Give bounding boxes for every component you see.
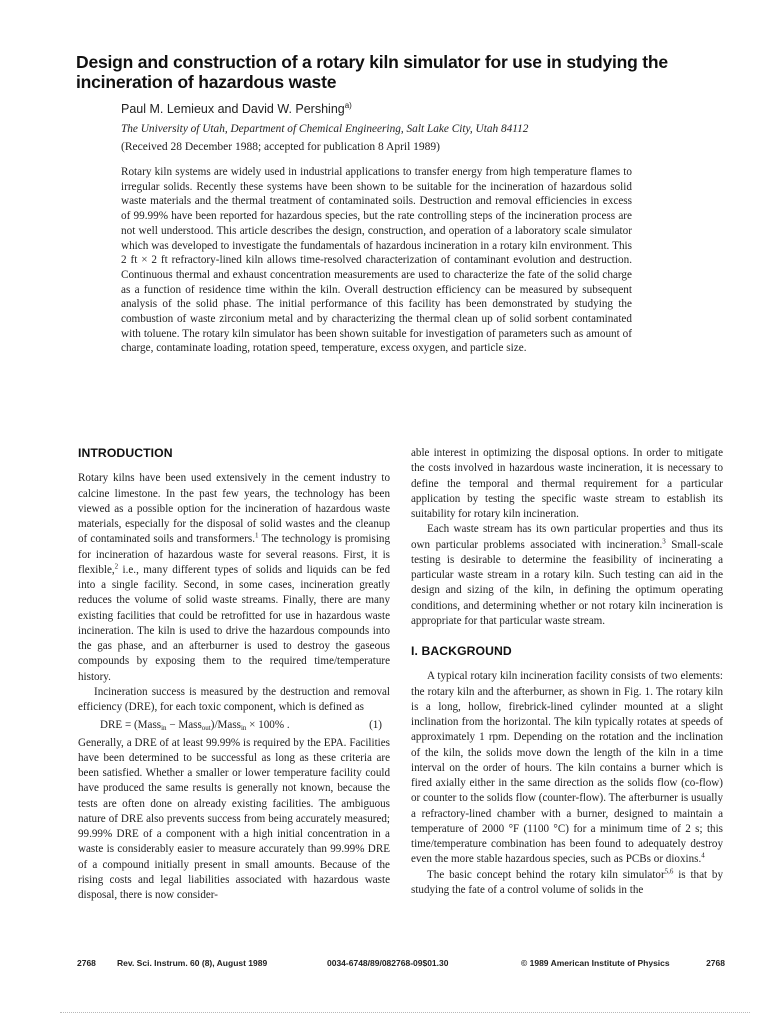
left-column <box>78 446 390 903</box>
affiliation: The University of Utah, Department of Chemical Engineering, Salt Lake City, Utah 84112 <box>121 123 529 135</box>
reference-5-6: 5,6 <box>664 866 674 875</box>
section-heading-introduction: INTRODUCTION <box>78 446 173 460</box>
article-title: Design and construction of a rotary kiln simulator for use in studying the incineration of hazardous waste <box>76 52 668 92</box>
page-number-right: 2768 <box>706 958 725 968</box>
reference-3: 3 <box>662 536 666 545</box>
reference-1: 1 <box>254 531 259 540</box>
right-column <box>411 446 723 898</box>
copyright-notice: © 1989 American Institute of Physics <box>521 958 670 968</box>
page-footer <box>77 958 725 974</box>
author-line <box>121 102 352 116</box>
equation-dre <box>78 718 390 733</box>
intro-paragraph-3: Generally, a DRE of at least 99.99% is required by the EPA. Facilities have been determined to be successful as long as these criteria are been satisfied. Whether a smaller or lower temperature facility could have produced the same results is generally not known, because the tests are often done on already existing facilities. The ambiguous nature of DRE also prevents success from being accurately measured; 99.99% DRE of a component with a high initial concentration in a waste is considerably easier to measure accurately than 99.99% DRE of a compound initially present in small amounts. Because of the rising costs and legal liabilities associated with hazardous waste disposal, there is now consider- <box>78 736 390 901</box>
reference-2: 2 <box>114 562 119 571</box>
bottom-divider <box>60 1012 750 1013</box>
page-number-left: 2768 <box>77 958 96 968</box>
background-paragraph-1: A typical rotary kiln incineration facility consists of two elements: the rotary kiln and the afterburner, as shown in Fig. 1. The rotary kiln is a long, hollow, firebrick-lined cylinder mounted at a slight inclination from the horizontal. The kiln typically rotates at speeds of approximately 1 rpm. Depending on the rotation and the inclination of the kiln, the solids move down the length of the kiln in a time interval on the order of hours. The kiln contains a burner which is fired axially either in the same direction as the solids flow (co-flow) or counter to the solids flow (counter-flow). The afterburner is usually a refractory-lined chamber with a burner, designed to maintain a temperature of 2000 °F (1100 °C) for a minimum time of 2 s; this time/temperature combination has been found to adequately destroy even the more stable hazardous species, such as PCBs or dioxins.$^4$ <box>411 670 723 866</box>
authors: Paul M. Lemieux and David W. Pershing <box>121 102 345 116</box>
article-code: 0034-6748/89/082768-09$01.30 <box>327 958 449 968</box>
journal-citation: Rev. Sci. Instrum. 60 (8), August 1989 <box>117 958 268 968</box>
author-note: a) <box>344 100 352 110</box>
intro-paragraph-1: Rotary kilns have been used extensively in the cement industry to calcine limestone. In the past few years, the technology has been viewed as a possible option for the incineration of hazardous waste materials, especially for the disposal of solid wastes and the cleanup of contaminated soils and transformers.$^1$ The technology is promising for incineration of hazardous waste for several reasons. First, it is flexible,$^2$ i.e., many different types of solids and liquids can be fed into a single facility. Second, in some cases, incineration greatly reduces the volume of solid waste streams. Finally, there are many existing facilities that could be retrofitted for use in hazardous waste incineration. The kiln is used to drive the hazardous compounds into the gas phase, and an afterburner is used to destroy the gaseous compounds by exposing them to the required time/temperature history. <box>78 472 390 683</box>
equation-number: (1) <box>369 719 382 732</box>
reference-4: 4 <box>701 851 705 860</box>
equation-body: DRE = (Massin − Massout)/Massin × 100% . <box>100 719 290 733</box>
background-paragraph-2: The basic concept behind the rotary kiln simulator$^{5,6}$ is that by studying the fate of a control volume of solids in the <box>411 866 723 896</box>
intro-paragraph-5: Each waste stream has its own particular properties and thus its own particular problems associated with incineration.$^3$ Small-scale testing is desirable to determine the feasibility of incinerating a particular waste stream in a rotary kiln. Such testing can aid in the design and sizing of the kiln, in defining the optimum operating conditions, and determining whether or not rotary kiln incineration is appropriate for that particular waste stream. <box>411 523 723 627</box>
received-dates: (Received 28 December 1988; accepted for publication 8 April 1989) <box>121 141 441 153</box>
intro-paragraph-4: able interest in optimizing the disposal options. In order to mitigate the costs involved in hazardous waste incineration, it is necessary to define the temporal and thermal requirement for a particular application by testing the specific waste stream to establish its suitability for rotary kiln incineration. <box>411 447 723 520</box>
abstract: Rotary kiln systems are widely used in industrial applications to transfer energy from high temperature flames to irregular solids. Recently these systems have been shown to be suitable for the incineration of hazardous solid waste materials and the thermal treatment of contaminated soils. Destruction and removal efficiencies in excess of 99.99% have been reported for hazardous species, but the rate controlling steps of the incineration process are not well understood. This article describes the design, construction, and operation of a laboratory scale simulator which was developed to investigate the fundamentals of hazardous incineration in a rotary kiln environment. This 2 ft × 2 ft refractory-lined kiln allows time-resolved characterization of contaminant evolution and destruction. Continuous thermal and exhaust concentration measurements are used to characterize the fate of the solid charge as a function of residence time within the kiln. Overall destruction efficiency can be measured by subsequent analysis of the solid phase. The initial performance of this facility has been demonstrated by studying the combustion of waste zirconium metal and by characterizing the thermal clean up of solid sorbent contaminated with toluene. The rotary kiln simulator has been shown suitable for investigation of parameters such as amount of charge, contaminate loading, rotation speed, temperature, excess oxygen, and particle size. <box>121 166 632 355</box>
section-heading-background: I. BACKGROUND <box>411 644 512 658</box>
intro-paragraph-2: Incineration success is measured by the destruction and removal efficiency (DRE), for each toxic component, which is defined as <box>78 685 390 713</box>
